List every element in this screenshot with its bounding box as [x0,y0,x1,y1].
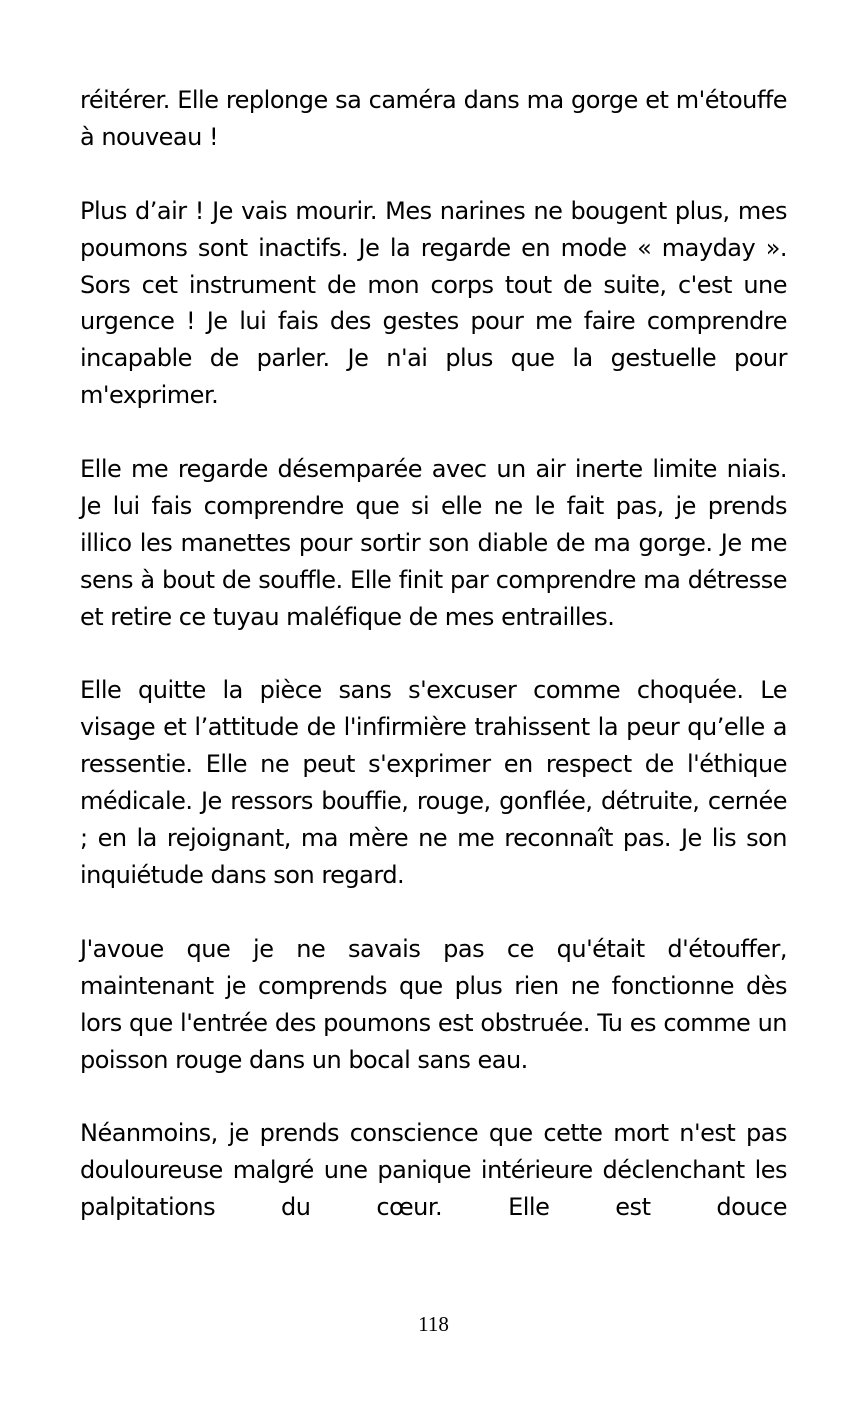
page-number: 118 [418,1312,449,1336]
body-text [80,82,787,1226]
paragraph: J'avoue que je ne savais pas ce qu'était d'étouffer, maintenant je comprends que plus rien ne fonctionne dès lors que l'entrée des poumons est obstruée. Tu es comme un poisson rouge dans un bocal sans eau. [80,934,787,1074]
paragraph: Plus d’air ! Je vais mourir. Mes narines ne bougent plus, mes poumons sont inactifs. Je la regarde en mode « mayday ». Sors cet instrument de mon corps tout de suite, c'est une urgence ! Je lui fais des gestes pour me faire comprendre incapable de parler. Je n'ai plus que la gestuelle pour m'exprimer. [80,196,787,410]
paragraph: Néanmoins, je prends conscience que cette mort n'est pas douloureuse malgré une panique intérieure déclenchant les palpitations du cœur. Elle est douce [80,1119,787,1222]
paragraph: Elle me regarde désemparée avec un air inerte limite niais. Je lui fais comprendre que si elle ne le fait pas, je prends illico les manettes pour sortir son diable de ma gorge. Je me sens à bout de souffle. Elle finit par comprendre ma détresse et retire ce tuyau maléfique de mes entrailles. [80,455,787,631]
paragraph: Elle quitte la pièce sans s'excuser comme choquée. Le visage et l’attitude de l'infirmière trahissent la peur qu’elle a ressentie. Elle ne peut s'exprimer en respect de l'éthique médicale. Je ressors bouffie, rouge, gonflée, détruite, cernée ; en la rejoignant, ma mère ne me reconnaît pas. Je lis son inquiétude dans son regard. [80,676,787,889]
paragraph: réitérer. Elle replonge sa caméra dans ma gorge et m'étouffe à nouveau ! [80,86,787,151]
